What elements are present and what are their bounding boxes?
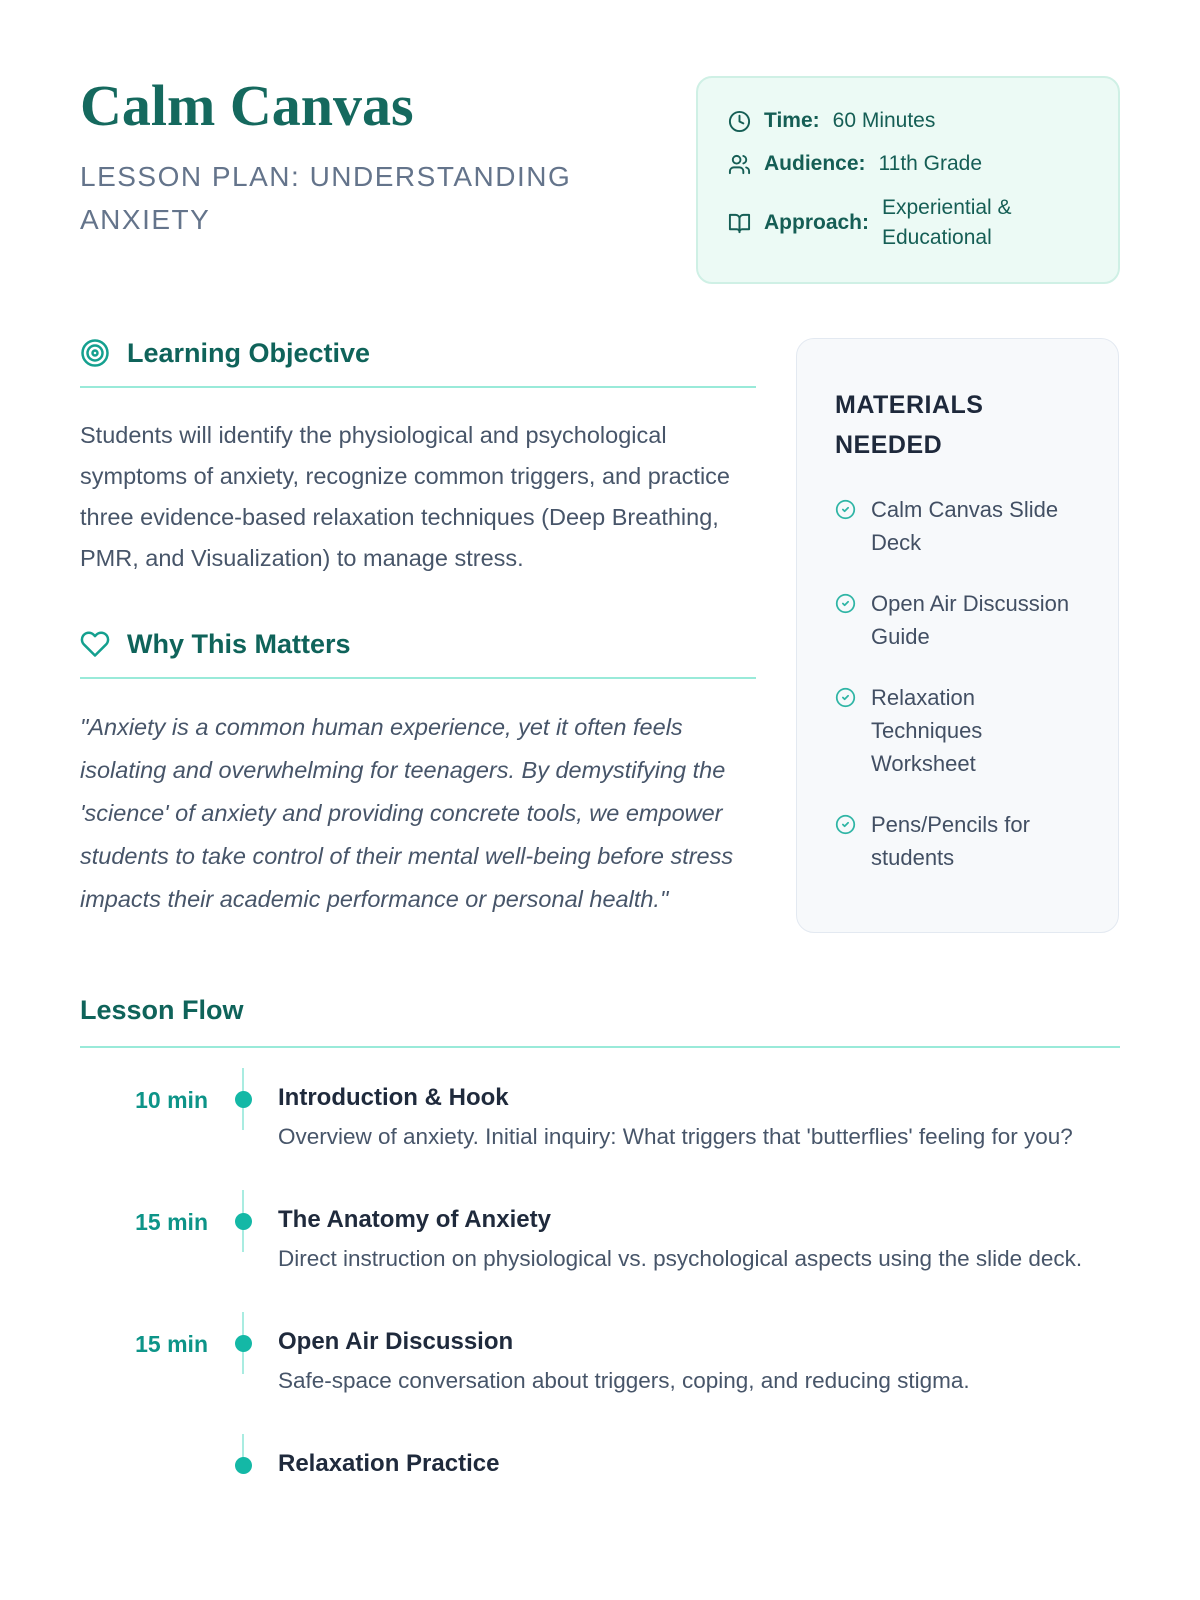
flow-step-2 xyxy=(80,1206,1120,1328)
learning-objective-heading: Learning Objective xyxy=(127,337,371,368)
flow-step-duration: 15 min xyxy=(135,1208,208,1235)
page-title: Calm Canvas xyxy=(80,73,414,138)
flow-step-duration: 10 min xyxy=(135,1086,208,1113)
page-subtitle: LESSON PLAN: UNDERSTANDING ANXIETY xyxy=(80,160,572,236)
timeline-marker xyxy=(208,1206,278,1276)
flow-step-description: Overview of anxiety. Initial inquiry: What triggers that 'butterflies' feeling for you? xyxy=(278,1123,1073,1149)
materials-item-label: Calm Canvas Slide Deck xyxy=(871,496,1059,555)
meta-audience-value: 11th Grade xyxy=(878,152,983,176)
heart-icon xyxy=(80,629,110,659)
materials-needed-card xyxy=(796,338,1119,933)
materials-item-label: Open Air Discussion Guide xyxy=(871,590,1070,649)
flow-step-duration xyxy=(80,1450,208,1486)
left-column xyxy=(80,338,756,921)
materials-needed-heading: MATERIALS NEEDED xyxy=(835,390,984,459)
timeline-dot-icon xyxy=(235,1091,252,1108)
flow-step-body xyxy=(278,1450,1120,1486)
timeline-marker xyxy=(208,1328,278,1398)
materials-list-item xyxy=(835,808,1080,874)
flow-step-3 xyxy=(80,1328,1120,1450)
meta-approach-label: Approach: xyxy=(764,211,869,235)
learning-objective-section xyxy=(80,338,756,579)
meta-audience-label: Audience: xyxy=(764,152,866,176)
timeline-dot-icon xyxy=(235,1335,252,1352)
flow-step-duration: 15 min xyxy=(135,1330,208,1357)
flow-step-title: The Anatomy of Anxiety xyxy=(278,1205,551,1233)
header-title-block xyxy=(80,73,660,242)
flow-step-4 xyxy=(80,1450,1120,1538)
lesson-meta-card xyxy=(696,76,1120,284)
check-circle-icon xyxy=(835,681,856,780)
flow-step-body xyxy=(278,1328,1120,1398)
lesson-flow-heading: Lesson Flow xyxy=(80,994,244,1025)
header xyxy=(80,73,1120,284)
book-open-icon xyxy=(728,212,751,235)
materials-list xyxy=(835,493,1080,874)
users-icon xyxy=(728,153,751,176)
materials-list-item xyxy=(835,493,1080,559)
flow-step-title: Open Air Discussion xyxy=(278,1327,514,1355)
check-circle-icon xyxy=(835,587,856,653)
materials-item-label: Relaxation Techniques Worksheet xyxy=(871,684,983,776)
timeline-dot-icon xyxy=(235,1457,252,1474)
meta-time-label: Time: xyxy=(764,109,820,132)
materials-item-label: Pens/Pencils for students xyxy=(871,811,1030,870)
flow-step-title: Relaxation Practice xyxy=(278,1449,500,1477)
learning-objective-text: Students will identify the physiological and psychological symptoms of anxiety, recognize common triggers, and practice three evidence-based relaxation techniques (Deep Breathing, PMR, and Visualization) to manage stress. xyxy=(80,421,731,571)
flow-step-description: Direct instruction on physiological vs. psychological aspects using the slide deck. xyxy=(278,1245,1083,1271)
why-this-matters-heading-row xyxy=(80,629,756,660)
meta-row-approach xyxy=(728,193,1088,254)
lesson-flow-timeline xyxy=(80,1084,1120,1538)
meta-row-time xyxy=(728,106,1088,136)
timeline-marker xyxy=(208,1450,278,1486)
learning-objective-heading-row xyxy=(80,338,756,369)
flow-step-1 xyxy=(80,1084,1120,1206)
flow-step-body xyxy=(278,1084,1120,1154)
why-this-matters-quote: "Anxiety is a common human experience, yet it often feels isolating and overwhelming for teenagers. By demystifying the 'science' of anxiety and providing concrete tools, we empower students to take control of their mental well-being before stress impacts their academic performance or personal health." xyxy=(80,713,734,912)
section-divider xyxy=(80,1046,1120,1048)
meta-row-audience xyxy=(728,149,1088,179)
lesson-flow-section xyxy=(80,995,1120,1538)
materials-list-item xyxy=(835,587,1080,653)
flow-step-description: Safe-space conversation about triggers, coping, and reducing stigma. xyxy=(278,1367,970,1393)
meta-time-value: 60 Minutes xyxy=(832,109,936,132)
main-content xyxy=(80,338,1120,933)
materials-list-item xyxy=(835,681,1080,780)
flow-step-body xyxy=(278,1206,1120,1276)
check-circle-icon xyxy=(835,493,856,559)
section-divider xyxy=(80,386,756,388)
clock-icon xyxy=(728,110,751,133)
meta-approach-value: Experiential & Educational xyxy=(882,195,1012,250)
target-icon xyxy=(80,338,110,368)
check-circle-icon xyxy=(835,808,856,874)
section-divider xyxy=(80,677,756,679)
timeline-marker xyxy=(208,1084,278,1154)
flow-step-title: Introduction & Hook xyxy=(278,1083,509,1111)
why-this-matters-heading: Why This Matters xyxy=(127,628,351,659)
timeline-dot-icon xyxy=(235,1213,252,1230)
why-this-matters-section xyxy=(80,629,756,921)
